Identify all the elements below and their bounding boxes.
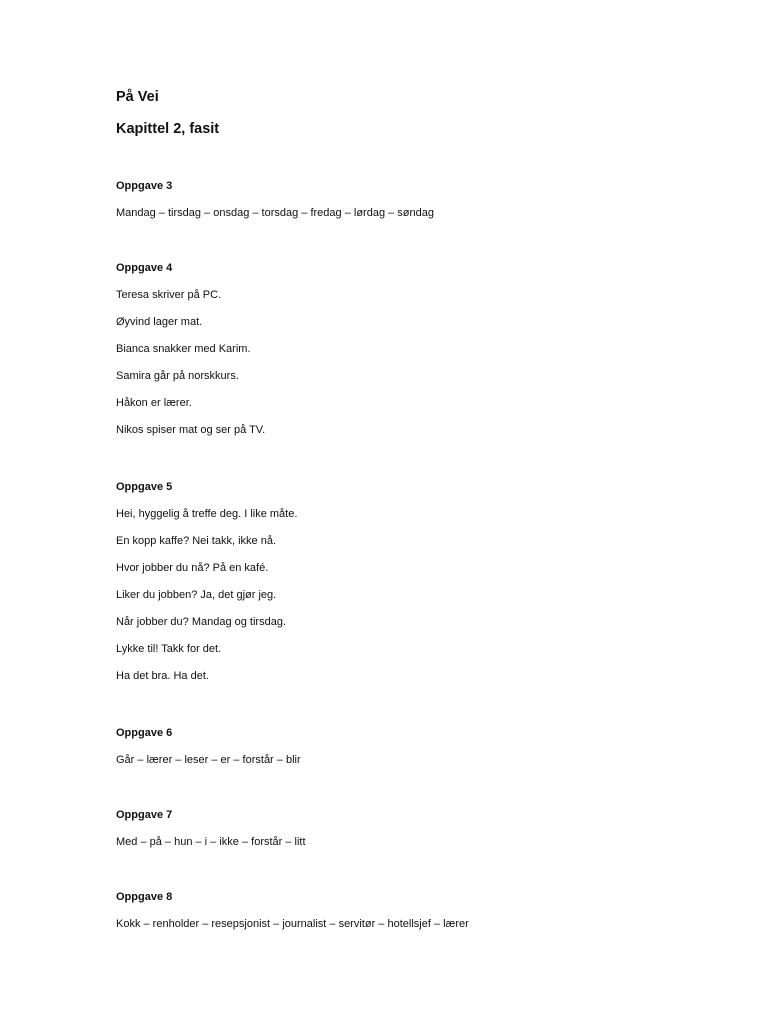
answer-line: Teresa skriver på PC. — [116, 289, 222, 301]
document-subtitle: Kapittel 2, fasit — [116, 121, 220, 137]
answer-line: Går – lærer – leser – er – forstår – blir — [116, 754, 301, 766]
answer-line: Hei, hyggelig å treffe deg. I like måte. — [116, 508, 298, 520]
section-heading: Oppgave 4 — [116, 262, 173, 274]
answer-line: Nikos spiser mat og ser på TV. — [116, 424, 266, 436]
answer-line: Lykke til! Takk for det. — [116, 643, 222, 655]
section-heading: Oppgave 8 — [116, 891, 173, 903]
section-oppgave-5 — [116, 480, 736, 683]
document-page — [116, 0, 736, 1024]
answer-line: Når jobber du? Mandag og tirsdag. — [116, 616, 286, 628]
answer-line: Ha det bra. Ha det. — [116, 670, 209, 682]
section-heading: Oppgave 6 — [116, 727, 173, 739]
section-oppgave-3 — [116, 179, 736, 220]
answer-line: Samira går på norskkurs. — [116, 370, 239, 382]
answer-line: Hvor jobber du nå? På en kafé. — [116, 562, 269, 574]
section-heading: Oppgave 7 — [116, 809, 173, 821]
section-oppgave-8 — [116, 890, 736, 931]
section-oppgave-4 — [116, 261, 736, 437]
section-heading: Oppgave 5 — [116, 481, 173, 493]
section-oppgave-6 — [116, 726, 736, 767]
answer-line: Kokk – renholder – resepsjonist – journalist – servitør – hotellsjef – lærer — [116, 918, 469, 930]
document-title: På Vei — [116, 89, 159, 105]
answer-line: Bianca snakker med Karim. — [116, 343, 251, 355]
answer-line: Mandag – tirsdag – onsdag – torsdag – fredag – lørdag – søndag — [116, 207, 434, 219]
answer-line: Med – på – hun – i – ikke – forstår – litt — [116, 836, 306, 848]
section-heading: Oppgave 3 — [116, 180, 173, 192]
answer-line: Øyvind lager mat. — [116, 316, 203, 328]
answer-line: Håkon er lærer. — [116, 397, 192, 409]
answer-line: En kopp kaffe? Nei takk, ikke nå. — [116, 535, 276, 547]
section-oppgave-7 — [116, 808, 736, 849]
answer-line: Liker du jobben? Ja, det gjør jeg. — [116, 589, 277, 601]
